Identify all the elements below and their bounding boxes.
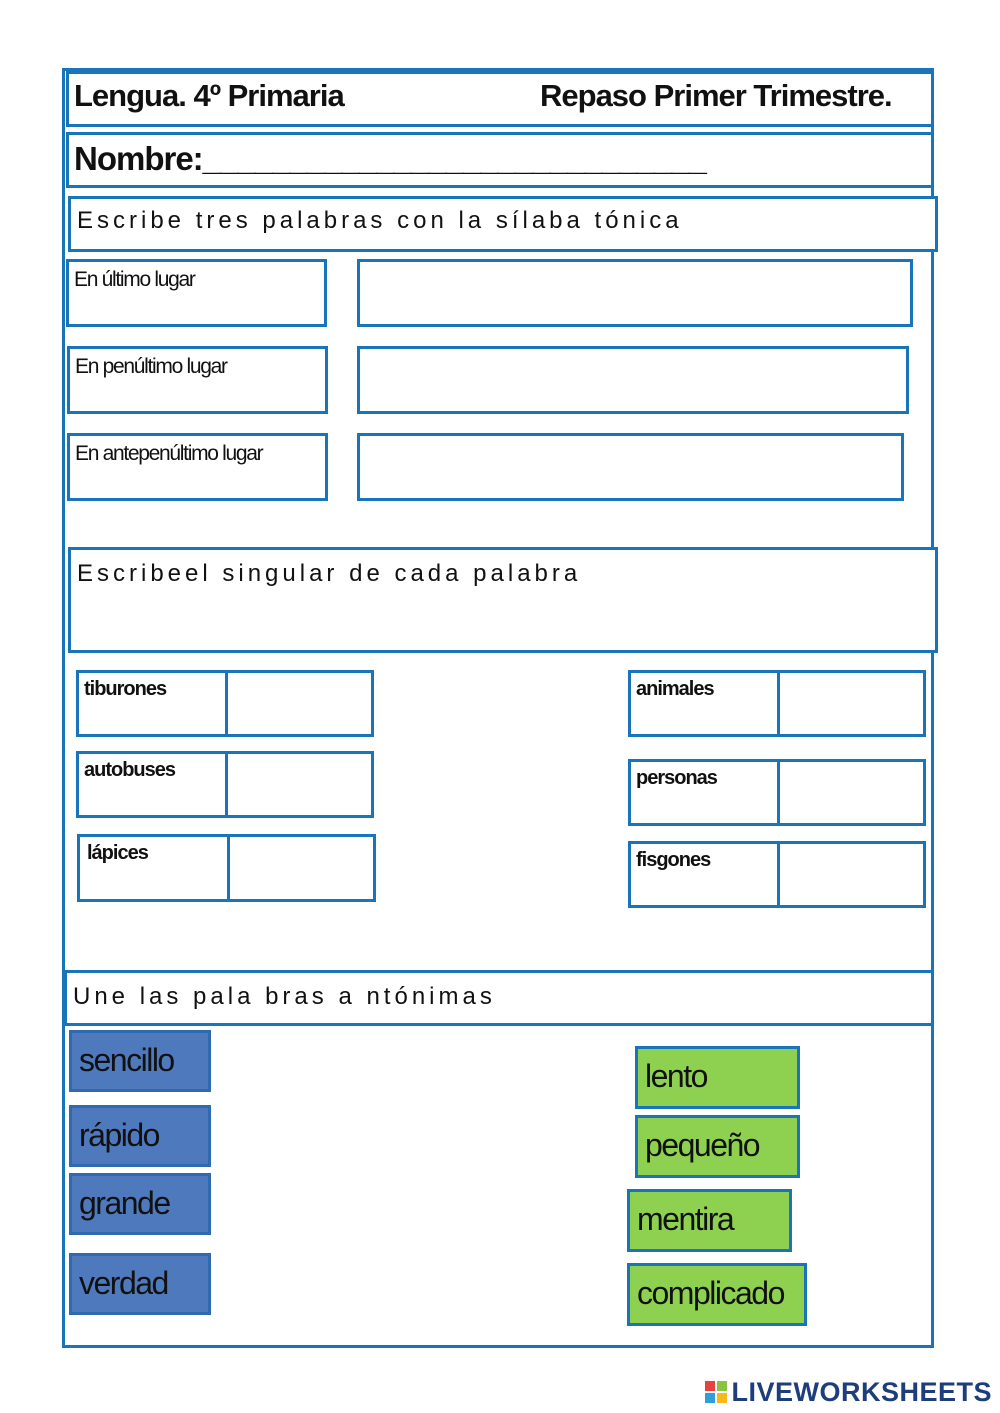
answer-autobuses[interactable] bbox=[227, 754, 371, 815]
word-fisgones: fisgones bbox=[636, 849, 711, 871]
antonym-chip-sencillo[interactable]: sencillo bbox=[69, 1030, 211, 1092]
answer-personas[interactable] bbox=[779, 762, 923, 823]
answer-lapices[interactable] bbox=[229, 837, 373, 899]
word-personas: personas bbox=[636, 767, 717, 789]
answer-tiburones[interactable] bbox=[227, 673, 371, 734]
section1-instruction: Escribe tres palabras con la sílaba tónica bbox=[77, 207, 683, 234]
section3-instruction: Une las pala bras a ntónimas bbox=[73, 983, 496, 1010]
answer-animales[interactable] bbox=[779, 673, 923, 734]
tonic-antepenultimate-label: En antepenúltimo lugar bbox=[75, 442, 263, 465]
antonym-chip-rapido[interactable]: rápido bbox=[69, 1105, 211, 1167]
section2-instruction: Escribeel singular de cada palabra bbox=[77, 560, 582, 587]
antonym-chip-complicado[interactable]: complicado bbox=[627, 1263, 807, 1326]
word-animales: animales bbox=[636, 678, 714, 700]
liveworksheets-grid-icon bbox=[705, 1381, 727, 1403]
subject-title: Lengua. 4º Primaria bbox=[74, 78, 344, 113]
liveworksheets-brand: LIVEWORKSHEETS bbox=[731, 1377, 992, 1407]
word-lapices: lápices bbox=[87, 842, 148, 864]
word-autobuses: autobuses bbox=[84, 759, 176, 781]
review-title: Repaso Primer Trimestre. bbox=[540, 78, 892, 113]
word-tiburones: tiburones bbox=[84, 678, 167, 700]
name-label: Nombre:_____________________________ bbox=[74, 140, 706, 177]
antonym-chip-grande[interactable]: grande bbox=[69, 1173, 211, 1235]
antonym-chip-lento[interactable]: lento bbox=[635, 1046, 800, 1109]
tonic-last-label: En último lugar bbox=[74, 268, 195, 291]
tonic-penultimate-answer[interactable] bbox=[357, 346, 909, 414]
antonym-chip-verdad[interactable]: verdad bbox=[69, 1253, 211, 1315]
tonic-antepenultimate-answer[interactable] bbox=[357, 433, 904, 501]
tonic-last-answer[interactable] bbox=[357, 259, 913, 327]
tonic-penultimate-label: En penúltimo lugar bbox=[75, 355, 227, 378]
antonym-chip-mentira[interactable]: mentira bbox=[627, 1189, 792, 1252]
antonym-chip-pequeno[interactable]: pequeño bbox=[635, 1115, 800, 1178]
liveworksheets-logo bbox=[705, 1377, 992, 1408]
answer-fisgones[interactable] bbox=[779, 844, 923, 905]
